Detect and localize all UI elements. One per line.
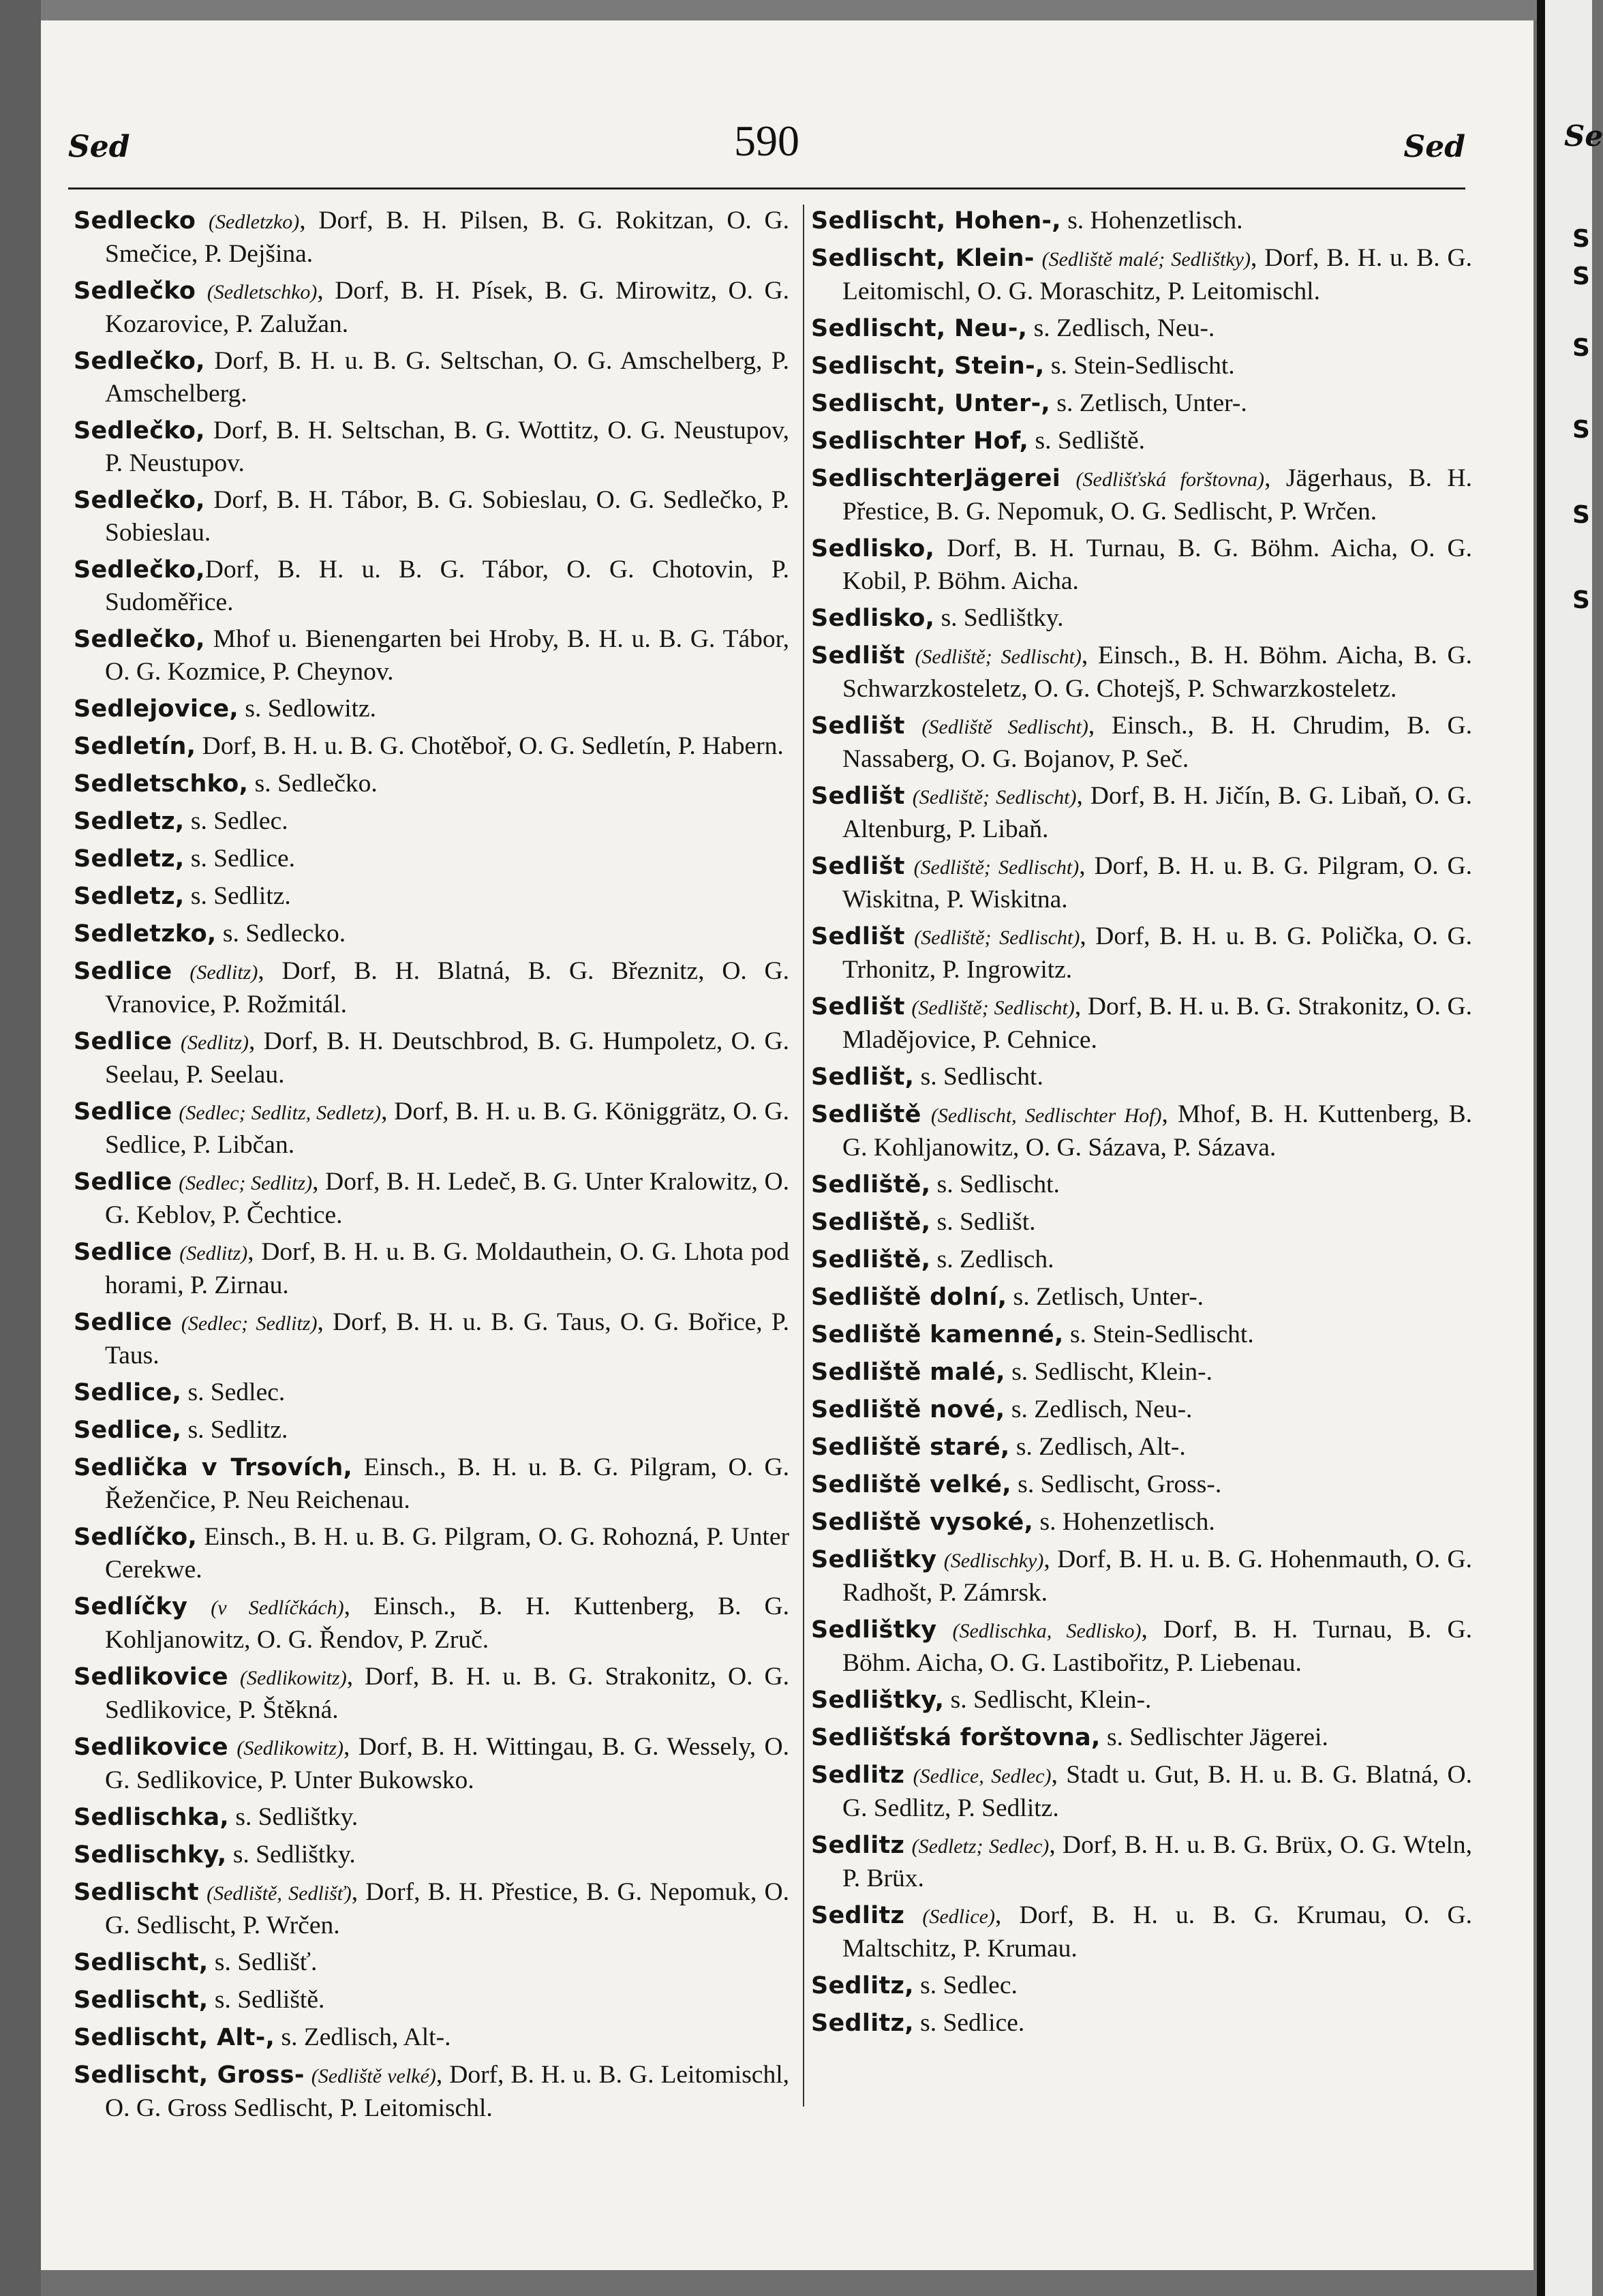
entry-description: s. Sedliště.	[1028, 427, 1145, 455]
dictionary-entry	[811, 1684, 1472, 1717]
entry-description: s. Sedlischt.	[930, 1170, 1060, 1198]
entry-description: , Dorf, B. H. Pilsen, B. G. Rokitzan, O. G. Smečice, P. Dejšina.	[105, 207, 789, 268]
entry-variant-names: (Sedlitz)	[181, 1031, 249, 1054]
entry-variant-names: (Sedlischt, Sedlischter Hof)	[930, 1104, 1162, 1127]
dictionary-entry	[811, 2007, 1472, 2040]
dictionary-entry	[811, 602, 1472, 635]
dictionary-entry	[74, 1414, 789, 1447]
entry-headword: Sedlišťská forštovna,	[811, 1724, 1101, 1751]
entry-description: s. Sedlišt.	[930, 1208, 1036, 1236]
adjacent-page-fragment: S	[1572, 586, 1590, 614]
dictionary-entry	[74, 1096, 789, 1161]
header-right-catchword: Sed	[1403, 130, 1465, 164]
dictionary-entry	[74, 768, 789, 800]
entry-variant-names: (Sedlischky)	[943, 1550, 1044, 1572]
entry-description: Dorf, B. H. u. B. G. Chotěboř, O. G. Sedletín, P. Habern.	[196, 732, 784, 760]
dictionary-entry	[74, 918, 789, 950]
entry-headword: SedlischterJägerei	[811, 465, 1061, 492]
dictionary-entry	[811, 1614, 1472, 1679]
page-header	[68, 109, 1465, 184]
entry-description: s. Zedlisch.	[930, 1245, 1054, 1273]
entry-headword: Sedlištky,	[811, 1687, 945, 1714]
entry-headword: Sedlischt,	[74, 1949, 209, 1976]
entry-headword: Sedlice,	[74, 1417, 182, 1444]
header-left-catchword: Sed	[68, 130, 130, 164]
entry-headword: Sedlischt, Hohen-,	[811, 207, 1061, 235]
dictionary-entry	[811, 920, 1472, 986]
entry-headword: Sedlišt	[811, 642, 905, 669]
entry-description: , Dorf, B. H. u. B. G. Krumau, O. G. Maltschitz, P. Krumau.	[842, 1901, 1472, 1963]
entry-headword: Sedliště malé,	[811, 1359, 1005, 1386]
entry-headword: Sedliště	[811, 1101, 921, 1128]
entry-headword: Sedletín,	[74, 733, 196, 760]
entry-headword: Sedlištky	[811, 1616, 937, 1644]
entry-variant-names: (Sedlitz)	[179, 1242, 248, 1265]
entry-variant-names: (Sedlikowitz)	[240, 1667, 347, 1689]
entry-description: s. Sedlišť.	[208, 1948, 318, 1976]
dictionary-entry	[74, 1731, 789, 1796]
entry-description: Dorf, B. H. Turnau, B. G. Böhm. Aicha, O. G. Kobil, P. Böhm. Aicha.	[842, 534, 1472, 595]
adjacent-page-fragment: S	[1572, 416, 1590, 444]
entry-headword: Sedlice,	[74, 1379, 182, 1406]
dictionary-entry	[74, 805, 789, 838]
dictionary-entry	[74, 414, 789, 479]
entry-variant-names: (Sedlec; Sedlitz, Sedletz)	[179, 1102, 382, 1124]
dictionary-entry	[74, 1839, 789, 1871]
dictionary-entry	[74, 1876, 789, 1942]
dictionary-entry	[811, 1168, 1472, 1201]
entry-description: s. Sedlištky.	[934, 604, 1064, 632]
scan-top-shadow	[41, 0, 1540, 20]
entry-description: s. Zedlisch, Neu-.	[1005, 1395, 1193, 1423]
adjacent-page-fragment: S	[1572, 334, 1590, 362]
entry-description: s. Sedlischt, Gross-.	[1011, 1470, 1222, 1498]
entry-description: Einsch., B. H. u. B. G. Pilgram, O. G. Rohozná, P. Unter Cerekwe.	[105, 1523, 789, 1584]
entry-headword: Sedlice	[74, 1309, 172, 1336]
entry-variant-names: (v Sedlíčkách)	[211, 1597, 344, 1619]
entry-variant-names: (Sedlitz)	[189, 961, 258, 984]
entry-headword: Sedletschko,	[74, 770, 249, 798]
entry-headword: Sedletz,	[74, 845, 185, 873]
entry-description: Dorf, B. H. u. B. G. Seltschan, O. G. Amschelberg, P. Amschelberg.	[105, 347, 789, 408]
entry-description: , Einsch., B. H. Kuttenberg, B. G. Kohljanowitz, O. G. Řendov, P. Zruč.	[105, 1592, 789, 1654]
entry-description: s. Sedlischt, Klein-.	[944, 1686, 1152, 1714]
adjacent-page-strip	[1537, 0, 1603, 2296]
dictionary-entry	[74, 1946, 789, 1979]
entry-headword: Sedlischter Hof,	[811, 427, 1029, 455]
entry-headword: Sedlice	[74, 1028, 172, 1055]
dictionary-entry	[74, 2059, 789, 2124]
entry-description: , Dorf, B. H. u. B. G. Königgrätz, O. G. Sedlice, P. Libčan.	[105, 1098, 789, 1159]
entry-variant-names: (Sedliště; Sedlischt)	[914, 926, 1080, 949]
entry-description: , Dorf, B. H. Písek, B. G. Mirowitz, O. G. Kozarovice, P. Zalužan.	[105, 277, 790, 338]
dictionary-entry	[811, 1721, 1472, 1754]
dictionary-entry	[811, 780, 1472, 845]
entry-headword: Sedlišt,	[811, 1063, 915, 1091]
scan-left-shadow	[0, 0, 41, 2296]
dictionary-entry	[74, 1306, 789, 1372]
entry-headword: Sedlečko,	[74, 556, 205, 584]
dictionary-entry	[811, 1206, 1472, 1239]
entry-headword: Sedlíčky	[74, 1593, 188, 1620]
dictionary-entry	[811, 1506, 1472, 1539]
entry-headword: Sedlischky,	[74, 1841, 227, 1869]
entry-variant-names: (Sedletz; Sedlec)	[911, 1835, 1050, 1858]
entry-headword: Sedlitz	[811, 1832, 905, 1859]
entry-headword: Sedlitz	[811, 1762, 905, 1789]
entry-description: , Dorf, B. H. u. B. G. Strakonitz, O. G. Mladějovice, P. Cehnice.	[842, 993, 1473, 1054]
entry-description: , Dorf, B. H. Přestice, B. G. Nepomuk, O. G. Sedlischt, P. Wrčen.	[105, 1878, 789, 1939]
entry-description: , Dorf, B. H. u. B. G. Hohenmauth, O. G. Radhošt, P. Zámrsk.	[842, 1545, 1472, 1607]
dictionary-entry	[74, 2021, 789, 2054]
entry-variant-names: (Sedletschko)	[207, 281, 318, 303]
entry-description: s. Stein-Sedlischt.	[1063, 1320, 1254, 1348]
entry-description: s. Zedlisch, Alt-.	[1009, 1433, 1186, 1461]
entry-headword: Sedlikovice	[74, 1663, 228, 1691]
entry-headword: Sedletzko,	[74, 920, 217, 948]
entry-description: s. Stein-Sedlischt.	[1044, 352, 1235, 380]
entry-headword: Sedliště nové,	[811, 1396, 1005, 1423]
entry-headword: Sedliště,	[811, 1171, 931, 1198]
dictionary-entry	[74, 880, 789, 913]
entry-description: s. Sedlištky.	[226, 1841, 356, 1869]
dictionary-entry	[74, 1025, 789, 1091]
dictionary-entry	[74, 345, 789, 410]
entry-description: , Dorf, B. H. u. B. G. Brüx, O. G. Wteln, P. Brüx.	[842, 1831, 1473, 1892]
entry-headword: Sedlečko	[74, 277, 196, 305]
entry-variant-names: (Sedliště; Sedlischt)	[912, 786, 1077, 809]
entry-headword: Sedlištky	[811, 1546, 937, 1573]
entry-description: s. Sedlec.	[184, 807, 288, 835]
entry-headword: Sedlitz	[811, 1902, 905, 1929]
entry-headword: Sedlíčko,	[74, 1524, 198, 1551]
entry-description: Einsch., B. H. u. B. G. Pilgram, O. G. Řeženčice, P. Neu Reichenau.	[105, 1453, 789, 1514]
column-divider	[803, 205, 804, 2106]
adjacent-page-fragment: S	[1572, 262, 1590, 290]
dictionary-entry	[811, 1431, 1472, 1464]
entry-description: Dorf, B. H. Tábor, B. G. Sobieslau, O. G. Sedlečko, P. Sobieslau.	[105, 486, 789, 547]
dictionary-entry	[74, 1236, 789, 1301]
dictionary-entry	[74, 554, 789, 618]
dictionary-entry	[74, 484, 789, 549]
dictionary-entry	[811, 1281, 1472, 1314]
entry-headword: Sedlice	[74, 1098, 172, 1126]
entry-headword: Sedlischt, Gross-	[74, 2061, 305, 2089]
dictionary-entry	[74, 623, 789, 688]
entry-description: Dorf, B. H. Seltschan, B. G. Wottitz, O. G. Neustupov, P. Neustupov.	[105, 417, 789, 477]
dictionary-entry	[74, 1801, 789, 1834]
entry-description: s. Sedliště.	[208, 1986, 325, 2014]
entry-headword: Sedlisko,	[811, 535, 935, 562]
dictionary-entry	[811, 1969, 1472, 2002]
entry-description: , Dorf, B. H. Jičín, B. G. Libaň, O. G. Altenburg, P. Libaň.	[842, 782, 1473, 843]
entry-headword: Sedliště staré,	[811, 1434, 1010, 1461]
entry-description: s. Sedlischt, Klein-.	[1005, 1358, 1212, 1386]
entry-headword: Sedlička v Trsovích,	[74, 1454, 353, 1481]
entry-description: , Dorf, B. H. u. B. G. Moldauthein, O. G. Lhota pod horami, P. Zirnau.	[105, 1238, 789, 1299]
dictionary-entry	[74, 1451, 789, 1516]
entry-description: , Dorf, B. H. u. B. G. Strakonitz, O. G. Sedlikovice, P. Štěkná.	[105, 1663, 790, 1724]
entry-variant-names: (Sedliště malé; Sedlištky)	[1041, 248, 1251, 271]
entry-headword: Sedlischt, Stein-,	[811, 352, 1045, 380]
entry-description: , Dorf, B. H. Wittingau, B. G. Wessely, O. G. Sedlikovice, P. Unter Bukowsko.	[105, 1733, 789, 1794]
entry-description: , Stadt u. Gut, B. H. u. B. G. Blatná, O. G. Sedlitz, P. Sedlitz.	[842, 1761, 1473, 1822]
entry-description: s. Zetlisch, Unter-.	[1007, 1283, 1204, 1311]
entry-description: s. Sedlecko.	[216, 920, 346, 948]
entry-headword: Sedlisko,	[811, 605, 935, 632]
entry-description: s. Sedlice.	[913, 2009, 1025, 2037]
dictionary-entry	[74, 275, 789, 340]
entry-variant-names: (Sedlikowitz)	[236, 1737, 344, 1759]
entry-headword: Sedlischt, Unter-,	[811, 390, 1050, 417]
entry-headword: Sedliště,	[811, 1246, 931, 1273]
dictionary-entry	[811, 991, 1472, 1056]
dictionary-entry	[74, 1984, 789, 2016]
entry-description: s. Sedlec.	[181, 1378, 286, 1406]
entry-variant-names: (Sedliště; Sedlischt)	[911, 997, 1075, 1019]
entry-headword: Sedlečko,	[74, 626, 205, 653]
dictionary-entry	[811, 387, 1472, 420]
dictionary-entry	[811, 1243, 1472, 1276]
entry-description: , Einsch., B. H. Chrudim, B. G. Nassaberg, O. G. Bojanov, P. Seč.	[842, 712, 1472, 773]
entry-variant-names: (Sedlischka, Sedlisko)	[952, 1620, 1142, 1642]
entry-headword: Sedlečko,	[74, 348, 205, 375]
dictionary-entry	[811, 312, 1472, 345]
entry-description: , Einsch., B. H. Böhm. Aicha, B. G. Schwarzkosteletz, O. G. Chotejš, P. Schwarzkosteletz.	[842, 641, 1473, 703]
dictionary-entry	[74, 1376, 789, 1409]
entry-description: s. Sedlitz.	[184, 882, 291, 910]
entry-headword: Sedlitz,	[811, 1972, 914, 1999]
entry-headword: Sedlikovice	[74, 1734, 228, 1761]
dictionary-entry	[74, 1661, 789, 1726]
entry-description: , Dorf, B. H. Blatná, B. G. Březnitz, O. G. Vranovice, P. Rožmitál.	[105, 957, 789, 1018]
entry-headword: Sedlecko	[74, 207, 196, 235]
entry-headword: Sedlišt	[811, 993, 905, 1021]
entry-variant-names: (Sedlice)	[922, 1905, 995, 1928]
entry-description: , Mhof, B. H. Kuttenberg, B. G. Kohljanowitz, O. G. Sázava, P. Sázava.	[842, 1100, 1472, 1162]
entry-description: s. Sedlec.	[913, 1972, 1018, 1999]
dictionary-entry	[811, 1356, 1472, 1389]
dictionary-entry	[811, 710, 1472, 775]
entry-description: s. Sedlowitz.	[238, 695, 377, 723]
dictionary-entry	[811, 462, 1472, 528]
right-column	[811, 205, 1472, 2044]
entry-headword: Sedlischt, Alt-,	[74, 2024, 275, 2051]
entry-description: , Dorf, B. H. u. B. G. Pilgram, O. G. Wiskitna, P. Wiskitna.	[842, 852, 1473, 913]
entry-headword: Sedlišt	[811, 923, 905, 950]
entry-headword: Sedlischt, Neu-,	[811, 315, 1028, 342]
page-number: 590	[734, 117, 799, 165]
entry-description: , Jägerhaus, B. H. Přestice, B. G. Nepomuk, O. G. Sedlischt, P. Wrčen.	[842, 464, 1473, 526]
dictionary-entry	[811, 1899, 1472, 1965]
dictionary-entry	[811, 425, 1472, 457]
dictionary-entry	[74, 1590, 789, 1656]
entry-headword: Sedlejovice,	[74, 695, 239, 723]
entry-headword: Sedlišt	[811, 783, 905, 810]
entry-description: Mhof u. Bienengarten bei Hroby, B. H. u. B. G. Tábor, O. G. Kozmice, P. Cheynov.	[105, 625, 789, 686]
entry-headword: Sedliště kamenné,	[811, 1321, 1064, 1348]
dictionary-entry	[74, 955, 789, 1021]
entry-variant-names: (Sedlec; Sedlitz)	[181, 1312, 318, 1335]
entry-description: Dorf, B. H. u. B. G. Tábor, O. G. Chotovin, P. Sudoměřice.	[105, 556, 789, 616]
entry-description: s. Hohenzetlisch.	[1033, 1508, 1215, 1536]
dictionary-entry	[74, 730, 789, 763]
entry-headword: Sedliště dolní,	[811, 1284, 1007, 1311]
entry-description: s. Sedlištky.	[228, 1803, 358, 1831]
adjacent-page-fragment: S	[1572, 225, 1590, 253]
entry-variant-names: (Sedletzko)	[209, 211, 300, 233]
entry-variant-names: (Sedlice, Sedlec)	[913, 1765, 1052, 1787]
dictionary-entry	[811, 532, 1472, 597]
entry-headword: Sedletz,	[74, 883, 185, 910]
entry-description: , Dorf, B. H. Ledeč, B. G. Unter Kralowitz, O. G. Keblov, P. Čechtice.	[105, 1168, 789, 1229]
entry-description: s. Sedlečko.	[248, 770, 378, 798]
dictionary-entry	[74, 693, 789, 725]
dictionary-entry	[811, 1393, 1472, 1426]
adjacent-page-fragment: S	[1572, 501, 1590, 529]
dictionary-entry	[811, 1318, 1472, 1351]
dictionary-entry	[74, 1521, 789, 1586]
entry-description: s. Sedlischter Jägerei.	[1100, 1723, 1328, 1751]
dictionary-entry	[811, 1061, 1472, 1093]
entry-headword: Sedlitz,	[811, 2010, 914, 2037]
entry-variant-names: (Sedliště; Sedlischt)	[913, 856, 1080, 879]
entry-description: s. Sedlitz.	[181, 1416, 288, 1444]
entry-description: s. Zetlisch, Unter-.	[1050, 389, 1247, 417]
entry-description: , Dorf, B. H. Deutschbrod, B. G. Humpoletz, O. G. Seelau, P. Seelau.	[105, 1027, 790, 1089]
dictionary-entry	[811, 1098, 1472, 1164]
entry-description: , Dorf, B. H. u. B. G. Taus, O. G. Bořice, P. Taus.	[105, 1308, 790, 1370]
dictionary-entry	[811, 205, 1472, 237]
dictionary-entry	[811, 639, 1472, 705]
entry-variant-names: (Sedliště; Sedlischt)	[915, 646, 1082, 668]
dictionary-entry	[74, 843, 789, 875]
dictionary-entry	[811, 1468, 1472, 1501]
adjacent-page-gutter	[1537, 0, 1545, 2296]
adjacent-page-header: Se	[1564, 119, 1603, 153]
entry-headword: Sedliště vysoké,	[811, 1509, 1034, 1536]
entry-variant-names: (Sedliště Sedlischt)	[921, 716, 1088, 738]
entry-headword: Sedlice	[74, 1239, 172, 1266]
entry-headword: Sedlišt	[811, 853, 905, 880]
entry-variant-names: (Sedliště velké)	[311, 2065, 436, 2087]
entry-headword: Sedlischt, Klein-	[811, 245, 1035, 272]
entry-description: s. Sedlischt.	[914, 1063, 1043, 1091]
entry-description: s. Sedlice.	[184, 845, 296, 873]
dictionary-entry	[811, 350, 1472, 382]
entry-headword: Sedlečko,	[74, 417, 205, 444]
entry-headword: Sedliště,	[811, 1209, 931, 1236]
entry-headword: Sedlice	[74, 958, 172, 985]
entry-description: s. Hohenzetlisch.	[1060, 207, 1243, 235]
dictionary-entry	[74, 205, 789, 270]
dictionary-entry	[811, 1829, 1472, 1894]
entry-headword: Sedlečko,	[74, 487, 205, 514]
dictionary-entry	[811, 242, 1472, 307]
left-column	[74, 205, 789, 2129]
header-rule	[68, 187, 1465, 190]
entry-description: s. Zedlisch, Neu-.	[1027, 314, 1215, 342]
entry-description: , Dorf, B. H. u. B. G. Leitomischl, O. G. Moraschitz, P. Leitomischl.	[842, 244, 1472, 305]
dictionary-entry	[74, 1166, 789, 1231]
dictionary-entry	[811, 1543, 1472, 1609]
entry-variant-names: (Sedlec; Sedlitz)	[179, 1172, 313, 1194]
entry-headword: Sedlice	[74, 1168, 172, 1196]
entry-headword: Sedlischka,	[74, 1804, 229, 1831]
entry-description: , Dorf, B. H. u. B. G. Leitomischl, O. G. Gross Sedlischt, P. Leitomischl.	[105, 2061, 789, 2122]
dictionary-entry	[811, 850, 1472, 916]
entry-headword: Sedlišt	[811, 712, 905, 740]
entry-headword: Sedlischt,	[74, 1987, 209, 2014]
entry-description: s. Zedlisch, Alt-.	[275, 2023, 451, 2051]
entry-description: , Dorf, B. H. u. B. G. Polička, O. G. Trhonitz, P. Ingrowitz.	[842, 922, 1473, 984]
entry-headword: Sedliště velké,	[811, 1471, 1011, 1498]
dictionary-entry	[811, 1759, 1472, 1824]
entry-variant-names: (Sedliště, Sedlišť)	[207, 1882, 352, 1905]
entry-headword: Sedletz,	[74, 808, 185, 835]
entry-variant-names: (Sedlišťská forštovna)	[1075, 468, 1265, 491]
entry-headword: Sedlischt	[74, 1879, 199, 1906]
entry-description: , Dorf, B. H. Turnau, B. G. Böhm. Aicha, O. G. Lastibořitz, P. Liebenau.	[842, 1616, 1472, 1677]
